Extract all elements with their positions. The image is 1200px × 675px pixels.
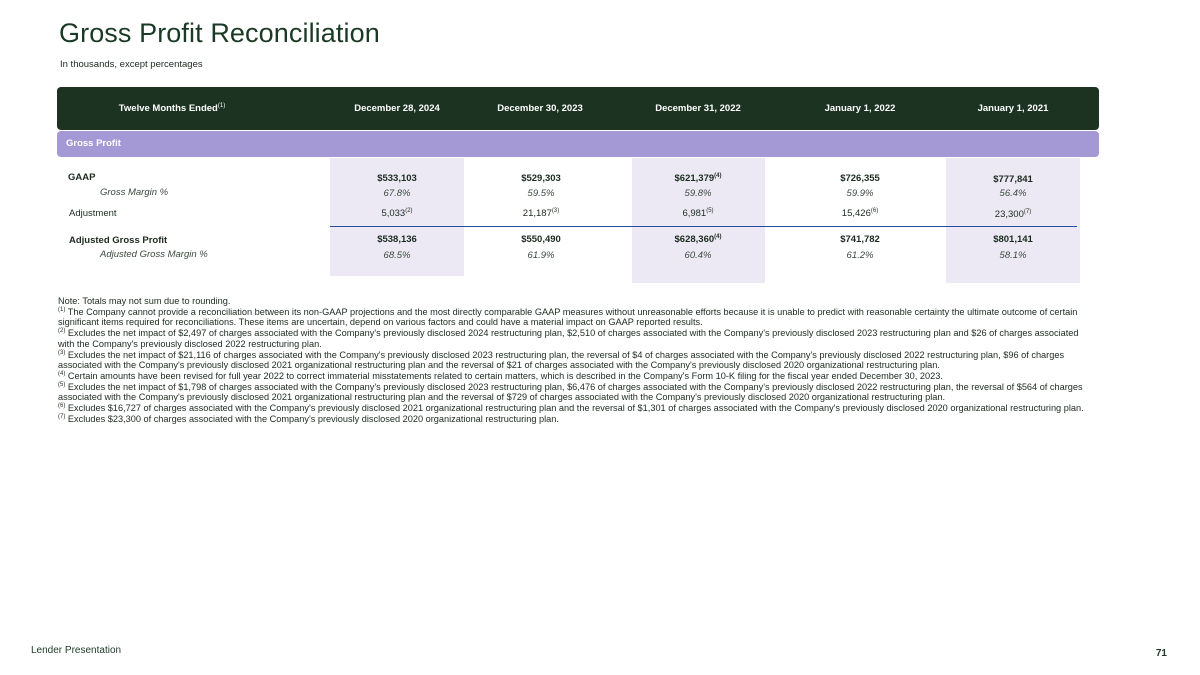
period-footnote-ref: (1)	[217, 102, 226, 109]
footnote-intro: Note: Totals may not sum due to rounding.	[58, 296, 231, 306]
period-label: Twelve Months Ended	[118, 103, 218, 114]
footnote: $^{(5)}$ Excludes the net impact of $1,798 of charges associated with the Company's previously disclosed 2023 restructuring plan, $6,476 of charges associated with the Company's previously disclosed 2022 restructuring plan, the reversal of $564 of charges associated with the Company's previously disclosed 2021 organizational restructuring plan and the reversal of $729 of charges associated with the Company's previously disclosed 2020 organizational restructuring plan.	[58, 381, 1083, 403]
adjusted-cell: $741,782	[840, 234, 880, 245]
adjusted-cell: $628,360$^{(4)}$	[674, 233, 722, 245]
gaap-cell: $726,355	[840, 173, 880, 184]
adjustment-cell: 21,187$^{(3)}$	[522, 207, 560, 219]
gross-margin-cell: 67.8%	[383, 188, 411, 199]
gross-margin-cell: 59.9%	[846, 188, 874, 199]
section-bar	[57, 131, 1099, 157]
gaap-cell: $621,379$^{(4)}$	[674, 172, 722, 184]
footnote: $^{(1)}$ The Company cannot provide a reconciliation between its non-GAAP projections and the most directly comparable GAAP measures without unreasonable efforts because it is unable to predict with reasonable certainty the ultimate outcome of certain significant items required for reconciliations. These items are uncertain, depend on various factors and could have a material impact on GAAP reported results.	[58, 306, 1078, 328]
column-header: December 31, 2022	[655, 103, 741, 114]
gross-margin-cell: 56.4%	[999, 188, 1027, 199]
footnote: $^{(7)}$ Excludes $23,300 of charges associated with the Company's previously disclosed 2020 organizational restructuring plan.	[58, 413, 559, 424]
adjustment-cell: 6,981$^{(5)}$	[682, 207, 714, 219]
footnote: $^{(3)}$ Excludes the net impact of $21,116 of charges associated with the Company's previously disclosed 2023 restructuring plan, the reversal of $4 of charges associated with the Company's previously disclosed 2022 restructuring plan, $96 of charges associated with the Company's previously disclosed 2021 organizational restructuring plan and the reversal of $21 of charges associated with the Company's previously disclosed 2020 organizational restructuring plan.	[58, 349, 1065, 371]
footnotes	[58, 296, 1088, 424]
row-label-adjusted: Adjusted Gross Profit	[69, 235, 168, 246]
adjusted-margin-cell: 58.1%	[999, 250, 1027, 261]
table-header	[57, 87, 1099, 130]
footnote: $^{(6)}$ Excludes $16,727 of charges associated with the Company's previously disclosed 2021 organizational restructuring plan and the reversal of $1,301 of charges associated with the Company's previously disclosed 2020 organizational restructuring plan.	[58, 402, 1084, 414]
page-number: 71	[1155, 648, 1167, 659]
adjusted-margin-cell: 60.4%	[684, 250, 712, 261]
page-subtitle: In thousands, except percentages	[60, 59, 203, 70]
gross-margin-cell: 59.8%	[684, 188, 712, 199]
row-label-adjustment: Adjustment	[69, 208, 117, 219]
adjusted-cell: $801,141	[993, 234, 1033, 245]
row-label-adjusted-margin: Adjusted Gross Margin %	[100, 249, 208, 260]
row-label-gaap: GAAP	[68, 172, 96, 183]
adjusted-margin-cell: 61.2%	[846, 250, 874, 261]
column-header: December 30, 2023	[497, 103, 583, 114]
adjusted-margin-cell: 68.5%	[383, 250, 411, 261]
gaap-cell: $533,103	[377, 173, 417, 184]
column-header: January 1, 2022	[824, 103, 896, 114]
page-title: Gross Profit Reconciliation	[59, 18, 380, 48]
adjustment-cell: 5,033$^{(2)}$	[381, 207, 413, 219]
column-header: December 28, 2024	[354, 103, 440, 114]
section-label: Gross Profit	[66, 138, 121, 149]
period-header	[87, 87, 257, 130]
gaap-cell: $529,303	[521, 173, 561, 184]
footnote: $^{(4)}$ Certain amounts have been revised for full year 2022 to correct immaterial misstatements related to certain matters, which is described in the Company's Form 10-K filing for the fiscal year ended December 30, 2023.	[58, 370, 943, 381]
total-divider	[330, 226, 1077, 227]
footnote: $^{(2)}$ Excludes the net impact of $2,497 of charges associated with the Company's previously disclosed 2024 restructuring plan, $2,510 of charges associated with the Company's previously disclosed 2023 restructuring plan and $26 of charges associated with the Company's previously disclosed 2022 restructuring plan.	[58, 328, 1079, 349]
adjusted-cell: $550,490	[521, 234, 561, 245]
column-header: January 1, 2021	[977, 103, 1049, 114]
gaap-cell: $777,841	[993, 174, 1033, 185]
row-label-gross-margin: Gross Margin %	[100, 187, 169, 198]
adjustment-cell: 23,300$^{(7)}$	[994, 208, 1032, 220]
gross-margin-cell: 59.5%	[527, 188, 555, 199]
adjustment-cell: 15,426$^{(6)}$	[841, 207, 879, 219]
adjusted-cell: $538,136	[377, 234, 417, 245]
footer-label: Lender Presentation	[31, 645, 122, 656]
adjusted-margin-cell: 61.9%	[527, 250, 555, 261]
